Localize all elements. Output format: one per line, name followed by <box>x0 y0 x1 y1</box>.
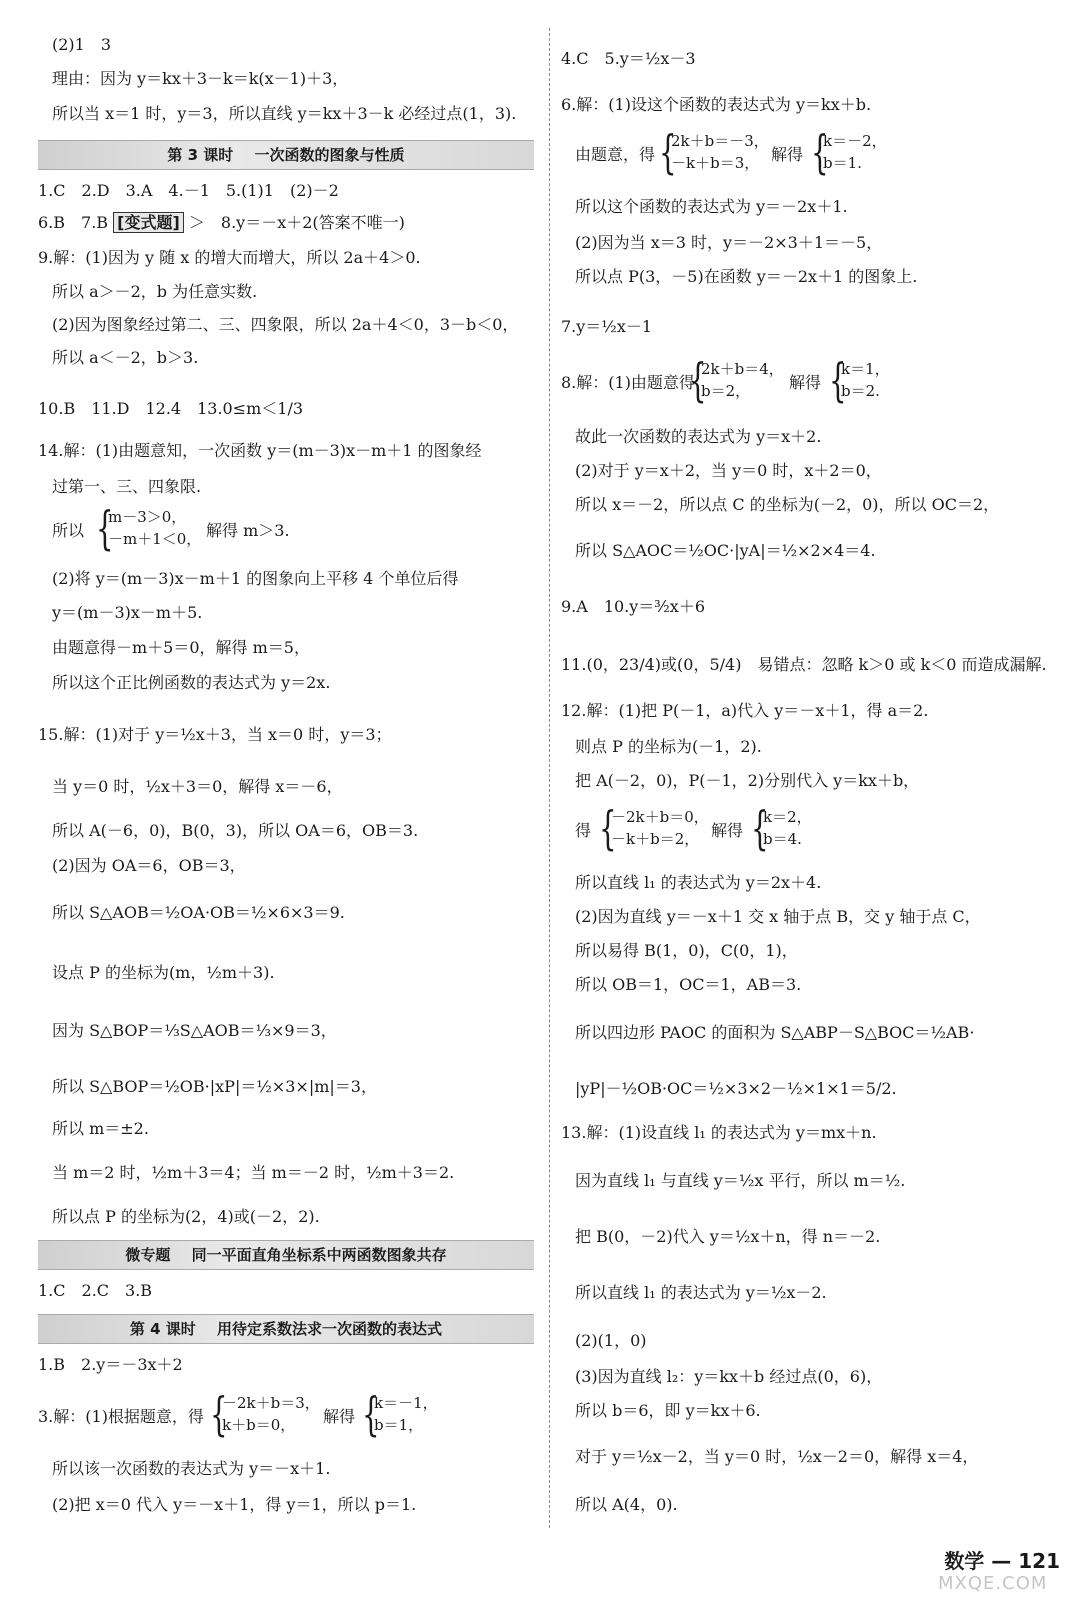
text-line: 所以 OB＝1，OC＝1，AB＝3. <box>575 975 802 994</box>
text-line: 所以直线 l₁ 的表达式为 y＝½x－2. <box>575 1283 827 1302</box>
variant-tag: [变式题] <box>113 212 184 233</box>
text-line: 由题意得－m＋5＝0，解得 m＝5， <box>52 638 310 657</box>
text-line: (2)1 3 <box>52 35 112 54</box>
equation-row: m－3＞0， <box>108 508 187 526</box>
equation-row: b＝1， <box>374 1416 424 1434</box>
answer-text: ＞ 8.y＝－x＋2(答案不唯一) <box>188 213 405 232</box>
equation-row: b＝2， <box>701 382 751 400</box>
section-banner <box>38 140 534 170</box>
banner-title: 一次函数的图象与性质 <box>254 146 405 164</box>
banner-title: 用待定系数法求一次函数的表达式 <box>217 1320 443 1338</box>
text-line: 解得 <box>771 145 804 164</box>
text-line: 故此一次函数的表达式为 y＝x＋2. <box>575 427 822 446</box>
text-line: 所以当 x＝1 时，y＝3，所以直线 y＝kx＋3－k 必经过点(1，3). <box>52 104 517 123</box>
banner-lesson: 第 4 课时 <box>129 1320 196 1338</box>
answer-line: 11.(0，23/4)或(0，5/4) 易错点：忽略 k＞0 或 k＜0 而造成漏解. <box>561 655 1047 674</box>
banner-lesson: 微专题 <box>125 1246 171 1264</box>
equation-row: b＝4. <box>763 830 802 848</box>
text-line: 所以易得 B(1，0)，C(0，1)， <box>575 941 798 960</box>
text-line: 所以这个函数的表达式为 y＝－2x＋1. <box>575 197 848 216</box>
answer-line: 1.C 2.C 3.B <box>38 1281 153 1300</box>
text-line: 所以 b＝6，即 y＝kx＋6. <box>575 1401 761 1420</box>
answer-line: 7.y＝½x－1 <box>561 317 653 336</box>
watermark <box>938 1534 1068 1594</box>
answer-line: 14.解：(1)由题意知，一次函数 y＝(m－3)x－m＋1 的图象经 <box>38 441 482 460</box>
equation-row: －k＋b＝3， <box>671 154 760 172</box>
equation-row: b＝2. <box>841 382 880 400</box>
text-line: (2)(1，0) <box>575 1331 647 1350</box>
text-line: 当 m＝2 时，½m＋3＝4；当 m＝－2 时，½m＋3＝2. <box>52 1163 455 1182</box>
text-line: (2)因为 OA＝6，OB＝3， <box>52 856 246 875</box>
text-line: (2)因为图象经过第二、三、四象限，所以 2a＋4＜0，3－b＜0， <box>52 315 519 334</box>
text-line: (3)因为直线 l₂：y＝kx＋b 经过点(0，6)， <box>575 1367 883 1386</box>
text-line: y＝(m－3)x－m＋5. <box>52 603 203 622</box>
text-line: (2)把 x＝0 代入 y＝－x＋1，得 y＝1，所以 p＝1. <box>52 1495 417 1514</box>
text-line: 所以四边形 PAOC 的面积为 S△ABP－S△BOC＝½AB· <box>575 1023 975 1042</box>
text-line: 则点 P 的坐标为(－1，2). <box>575 737 762 756</box>
answer-line: 15.解：(1)对于 y＝½x＋3，当 x＝0 时，y＝3； <box>38 725 392 744</box>
text-line: 把 A(－2，0)，P(－1，2)分别代入 y＝kx＋b， <box>575 771 920 790</box>
equation-row: －k＋b＝2， <box>611 830 700 848</box>
text-line: 对于 y＝½x－2，当 y＝0 时，½x－2＝0，解得 x＝4， <box>575 1447 979 1466</box>
text-line: 所以这个正比例函数的表达式为 y＝2x. <box>52 673 331 692</box>
equation-row: －m＋1＜0， <box>108 530 202 548</box>
equation-row: 2k＋b＝4， <box>701 360 784 378</box>
equation-row: k＝－1， <box>374 1394 438 1412</box>
equation-row: k＋b＝0， <box>222 1416 296 1434</box>
text-line: (2)因为直线 y＝－x＋1 交 x 轴于点 B，交 y 轴于点 C， <box>575 907 981 926</box>
column-divider <box>549 28 550 1528</box>
text-line: 所以 a＜－2，b＞3. <box>52 348 199 367</box>
text-line: 解得 <box>789 373 822 392</box>
answer-line: 9.A 10.y＝³⁄₂x＋6 <box>561 597 706 616</box>
text-line: 所以直线 l₁ 的表达式为 y＝2x＋4. <box>575 873 822 892</box>
banner-lesson: 第 3 课时 <box>167 146 234 164</box>
answer-line <box>38 212 405 234</box>
text-line: 得 <box>575 821 592 840</box>
equation-row: b＝1. <box>823 154 862 172</box>
text-line: 解得 <box>711 821 744 840</box>
text-line: 理由：因为 y＝kx＋3－k＝k(x－1)＋3， <box>52 69 349 88</box>
answer-line: 1.C 2.D 3.A 4.－1 5.(1)1 (2)－2 <box>38 181 339 200</box>
text-line: 所以点 P 的坐标为(2，4)或(－2，2). <box>52 1207 320 1226</box>
text-line: 因为直线 l₁ 与直线 y＝½x 平行，所以 m＝½. <box>575 1171 906 1190</box>
text-line: 设点 P 的坐标为(m，½m＋3). <box>52 963 275 982</box>
page-number: 121 <box>1018 1549 1060 1573</box>
text-line: 解得 <box>323 1407 356 1426</box>
text-line: 所以 a＞－2，b 为任意实数. <box>52 282 258 301</box>
equation-row: k＝2， <box>763 808 812 826</box>
text-line: 所以 A(4，0). <box>575 1495 678 1514</box>
equation-row: k＝－2， <box>823 132 887 150</box>
answer-text: 6.B 7.B <box>38 213 109 232</box>
section-banner <box>38 1240 534 1270</box>
text-line: 把 B(0，－2)代入 y＝½x＋n，得 n＝－2. <box>575 1227 881 1246</box>
text-line: 所以 <box>52 521 85 540</box>
text-line: (2)对于 y＝x＋2，当 y＝0 时，x＋2＝0， <box>575 461 882 480</box>
text-line: 所以 S△BOP＝½OB·|xP|＝½×3×|m|＝3， <box>52 1077 377 1096</box>
text-line: 当 y＝0 时，½x＋3＝0，解得 x＝－6， <box>52 777 343 796</box>
watermark-text: MXQE.COM <box>938 1573 1048 1594</box>
text-line: |yP|－½OB·OC＝½×3×2－½×1×1＝5/2. <box>575 1079 897 1098</box>
answer-line: 10.B 11.D 12.4 13.0≤m＜1/3 <box>38 399 304 418</box>
section-banner <box>38 1314 534 1344</box>
text-line: (2)因为当 x＝3 时，y＝－2×3＋1＝－5， <box>575 233 883 252</box>
answer-line: 1.B 2.y＝－3x＋2 <box>38 1355 183 1374</box>
text-line: 过第一、三、四象限. <box>52 477 202 496</box>
text-line: 所以点 P(3，－5)在函数 y＝－2x＋1 的图象上. <box>575 267 918 286</box>
answer-line: 6.解：(1)设这个函数的表达式为 y＝kx＋b. <box>561 95 872 114</box>
text-line: 所以 A(－6，0)，B(0，3)，所以 OA＝6，OB＝3. <box>52 821 419 840</box>
equation-row: k＝1， <box>841 360 890 378</box>
footer-dash: — <box>991 1549 1012 1573</box>
answer-line: 8.解：(1)由题意得 <box>561 373 695 392</box>
text-line: 所以 S△AOB＝½OA·OB＝½×6×3＝9. <box>52 903 345 922</box>
answer-line: 4.C 5.y＝½x－3 <box>561 49 696 68</box>
text-line: 由题意，得 <box>575 145 656 164</box>
banner-title: 同一平面直角坐标系中两函数图象共存 <box>191 1246 447 1264</box>
answer-line: 3.解：(1)根据题意，得 <box>38 1407 204 1426</box>
equation-row: －2k＋b＝0， <box>611 808 709 826</box>
text-line: 所以该一次函数的表达式为 y＝－x＋1. <box>52 1459 331 1478</box>
equation-row: 2k＋b＝－3， <box>671 132 769 150</box>
equation-row: －2k＋b＝3， <box>222 1394 320 1412</box>
text-line: 所以 S△AOC＝½OC·|yA|＝½×2×4＝4. <box>575 541 876 560</box>
answer-line: 9.解：(1)因为 y 随 x 的增大而增大，所以 2a＋4＞0. <box>38 248 421 267</box>
footer-subject: 数学 <box>944 1549 985 1573</box>
text-line: 解得 m＞3. <box>206 521 290 540</box>
text-line: 所以 x＝－2，所以点 C 的坐标为(－2，0)，所以 OC＝2， <box>575 495 1000 514</box>
text-line: 所以 m＝±2. <box>52 1119 149 1138</box>
answer-line: 13.解：(1)设直线 l₁ 的表达式为 y＝mx＋n. <box>561 1123 877 1142</box>
answer-line: 12.解：(1)把 P(－1，a)代入 y＝－x＋1，得 a＝2. <box>561 701 929 720</box>
text-line: 因为 S△BOP＝⅓S△AOB＝⅓×9＝3， <box>52 1021 337 1040</box>
text-line: (2)将 y＝(m－3)x－m＋1 的图象向上平移 4 个单位后得 <box>52 569 459 588</box>
